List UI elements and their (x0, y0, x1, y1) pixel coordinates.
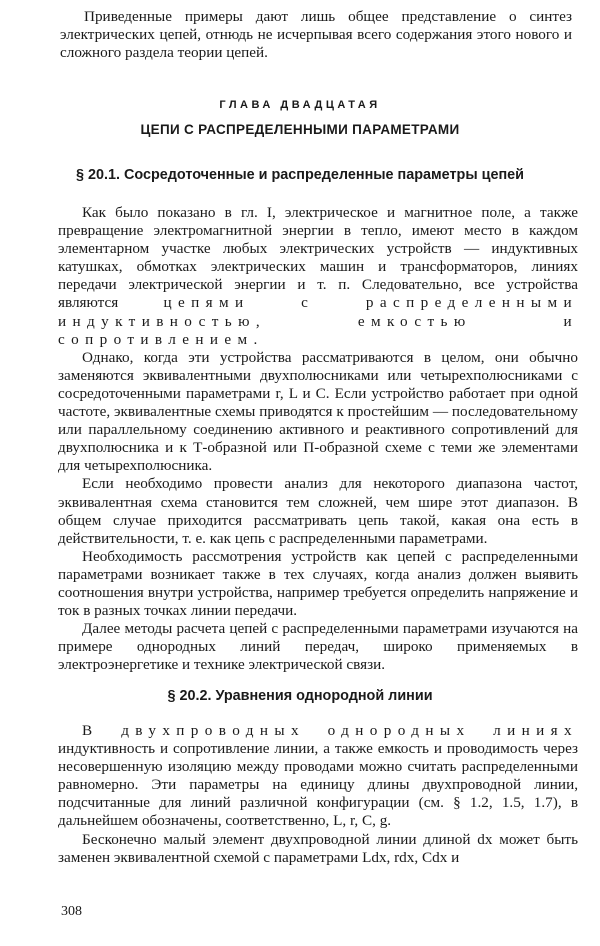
paragraph: Однако, когда эти устройства рассматриваются в целом, они обычно заменяются эквивалентными двухполюсниками или четырехполюсниками с сосредоточенными параметрами r, L и C. Если устройство работает при одной частоте, эквивалентные схемы приводятся к простейшим — последовательному или параллельному соединению активного и реактивного сопротивлений для двухполюсника и к Т-образной или П-образной схеме с теми же элементами для четырехполюсника. (58, 348, 578, 475)
section-20-2-heading: § 20.2. Уравнения однородной линии (167, 688, 433, 704)
emphasized-text: В двухпроводных однородных линиях (82, 722, 578, 739)
emphasized-text: цепями с распределенными индуктивностью, емкостью и сопротивлением. (58, 294, 578, 348)
paragraph (58, 204, 578, 349)
chapter-title: ЦЕПИ С РАСПРЕДЕЛЕННЫМИ ПАРАМЕТРАМИ (140, 122, 460, 137)
page-number: 308 (61, 904, 82, 919)
section-20-1-heading: § 20.1. Сосредоточенные и распределенные параметры цепей (75, 167, 525, 183)
intro-paragraph: Приведенные примеры дают лишь общее представление о синтез электрических цепей, отнюдь не исчерпывая всего содержания этого нового и сложного раздела теории цепей. (60, 8, 572, 62)
chapter-label: ГЛАВА ДВАДЦАТАЯ (219, 99, 381, 111)
paragraph: Бесконечно малый элемент двухпроводной линии длиной dx может быть заменен эквивалентной схемой с параметрами Ldx, rdx, Cdx и (58, 830, 578, 866)
section-20-1-body (58, 204, 578, 674)
paragraph: Необходимость рассмотрения устройств как цепей с распределенными параметрами возникает также в тех случаях, когда анализ должен выявить соотношения внутри устройства, например требуется определить напряжение и ток в разных точках линии передачи. (58, 547, 578, 620)
paragraph: Далее методы расчета цепей с распределенными параметрами изучаются на примере однородных линий передач, широко применяемых в электроэнергетике и технике электрической связи. (58, 620, 578, 674)
paragraph-text: Как было показано в гл. I, электрическое и магнитное поле, а также превращение электромагнитной энергии в тепло, имеют место в каждом элементарном участке любых электрических устройств — индуктивных катушках, обмотках электрических машин и трансформаторов, линиях передачи электрической энергии и т. п. Следовательно, все устройства являются (58, 204, 578, 312)
section-20-2-body (58, 722, 578, 867)
paragraph (58, 722, 578, 831)
paragraph-text: индуктивность и сопротивление линии, а также емкость и проводимость через несовершенную изоляцию между проводами можно считать распределенными равномерно. Эти параметры на единицу длины двухпроводной линии, подсчитанные для линий различной конфигурации (см. § 1.2, 1.5, 1.7), в дальнейшем обозначены, соответственно, L, r, C, g. (58, 740, 578, 830)
paragraph: Если необходимо провести анализ для некоторого диапазона частот, эквивалентная схема становится тем сложней, чем шире этот диапазон. В общем случае приходится рассматривать цепь такой, какая она есть в действительности, т. е. как цепь с распределенными параметрами. (58, 475, 578, 547)
